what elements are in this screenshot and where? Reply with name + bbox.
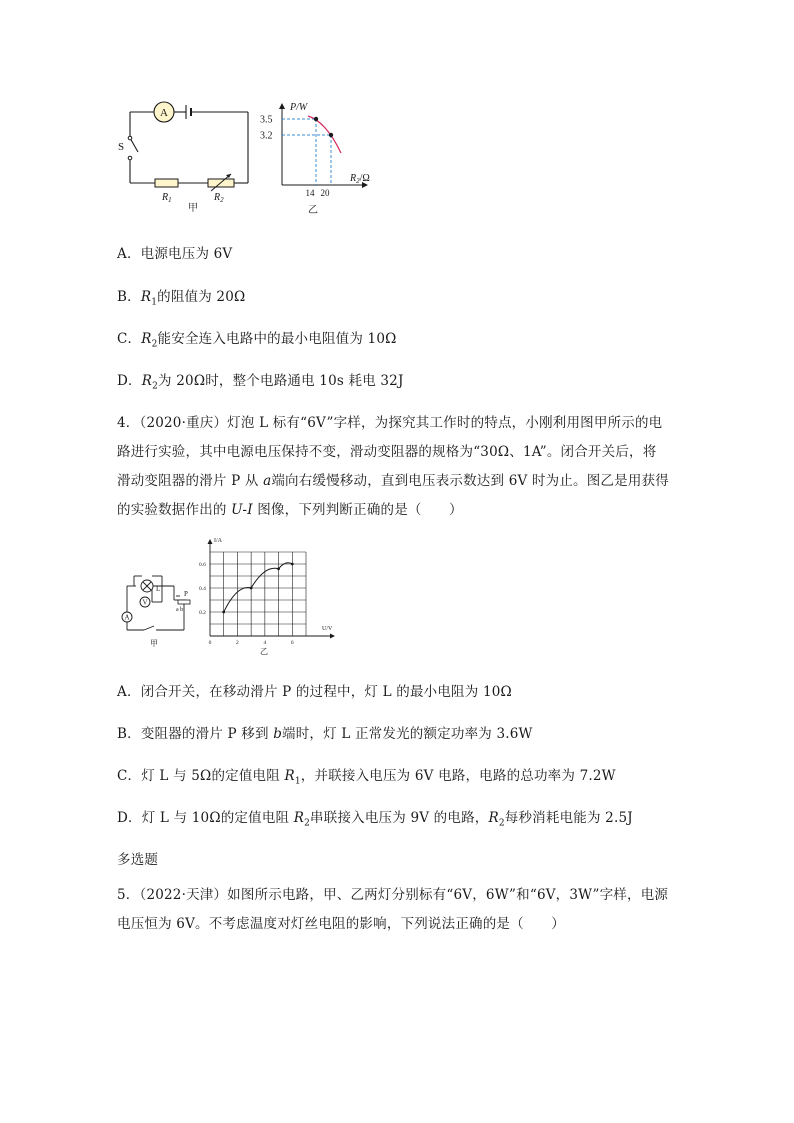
r1-label: $R_1$ [162, 192, 172, 204]
q3-option-a: A．电源电压为 6V [117, 246, 233, 262]
q4-stem-line-1: 4．（2020·重庆）灯泡 L 标有“6V”字样，为探究其工作时的特点，小刚利用图甲所示的电 [117, 415, 663, 431]
y-tick-label: 3.5 [260, 114, 273, 126]
q5-stem-line-1: 5．（2022·天津）如图所示电路，甲、乙两灯分别标有“6V，6W”和“6V，3W”字样，电源 [117, 887, 669, 903]
x-tick-label: 20 [320, 188, 330, 198]
q3-option-c: C．$R_2$能安全连入电路中的最小电阻值为 10Ω [117, 331, 397, 350]
data-point [222, 611, 225, 614]
data-point [329, 133, 333, 137]
data-point [291, 563, 294, 566]
x-tick-label: 6 [290, 640, 294, 646]
q3-option-b: B．$R_1$的阻值为 20Ω [117, 289, 246, 308]
data-point [250, 587, 253, 590]
q3-option-d: D．$R_2$为 20Ω时，整个电路通电 10s 耗电 32J [117, 373, 404, 392]
x-tick-label: 2 [236, 640, 239, 646]
y-tick-label: 3.2 [260, 130, 273, 142]
figure-2 [114, 534, 354, 656]
q5-stem-line-2: 电压恒为 6V。不考虑温度对灯丝电阻的影响，下列说法正确的是（ ） [117, 916, 565, 932]
ui-x-axis-label: U/V [322, 626, 333, 632]
iu-curve [224, 563, 293, 612]
data-point [277, 567, 280, 570]
power-resistance-graph [260, 102, 370, 198]
switch-label: S [118, 141, 125, 153]
switch-contact-icon [128, 156, 132, 160]
caption-yi-2: 乙 [260, 647, 268, 656]
circuit-diagram-1 [130, 105, 248, 183]
q4-stem-line-3: 滑动变阻器的滑片 P 从 a端向右缓慢移动，直到电压表示数达到 6V 时为止。图乙是用获得 [117, 473, 669, 489]
graph-x-axis-label: $R_2/\Omega$ [350, 173, 370, 185]
caption-yi: 乙 [308, 205, 318, 216]
q4-option-b: B．变阻器的滑片 P 移到 b端时，灯 L 正常发光的额定功率为 3.6W [117, 726, 533, 742]
y-tick-label: 0.6 [199, 562, 206, 568]
section-heading: 多选题 [117, 852, 159, 868]
q4-option-c: C．灯 L 与 5Ω的定值电阻 $R_1$，并联接入电压为 6V 电路，电路的总功率为 7.2W [117, 768, 616, 787]
ui-y-axis-label: I/A [214, 538, 222, 544]
rheostat-icon [178, 600, 190, 604]
q4-stem-line-2: 路进行实验，其中电源电压保持不变，滑动变阻器的规格为“30Ω、1A”。闭合开关后，将 [117, 444, 657, 460]
q4-option-a: A．闭合开关，在移动滑片 P 的过程中，灯 L 的最小电阻为 10Ω [117, 684, 512, 700]
x-tick-label: 14 [305, 188, 315, 198]
switch-contact-icon [128, 136, 132, 140]
x-tick-label: 4 [263, 640, 267, 646]
x-tick-label: 0 [208, 640, 212, 646]
data-point [314, 117, 318, 121]
voltmeter-label: V [142, 598, 148, 607]
q4-stem-line-4: 的实验数据作出的 U-I 图像，下列判断正确的是（ ） [117, 502, 463, 518]
current-voltage-graph [199, 538, 335, 646]
resistor-r1-icon [155, 179, 178, 187]
caption-jia-2: 甲 [150, 639, 158, 648]
y-tick-label: 0.4 [199, 586, 206, 592]
ammeter-label: A [160, 107, 168, 119]
slider-label: P [184, 590, 188, 598]
q4-option-d: D．灯 L 与 10Ω的定值电阻 $R_2$串联接入电压为 9V 的电路，$R_2$每秒消耗电能为 2.5J [117, 810, 633, 829]
lamp-label: L [156, 585, 161, 593]
rheostat-ends-label: a b [176, 607, 184, 613]
y-tick-label: 0.2 [199, 610, 206, 616]
ammeter-label-2: A [124, 613, 130, 622]
graph-y-axis-label: P/W [290, 102, 308, 113]
caption-jia: 甲 [188, 203, 198, 214]
figure-1 [110, 92, 410, 222]
r2-label: $R_2$ [214, 192, 224, 204]
